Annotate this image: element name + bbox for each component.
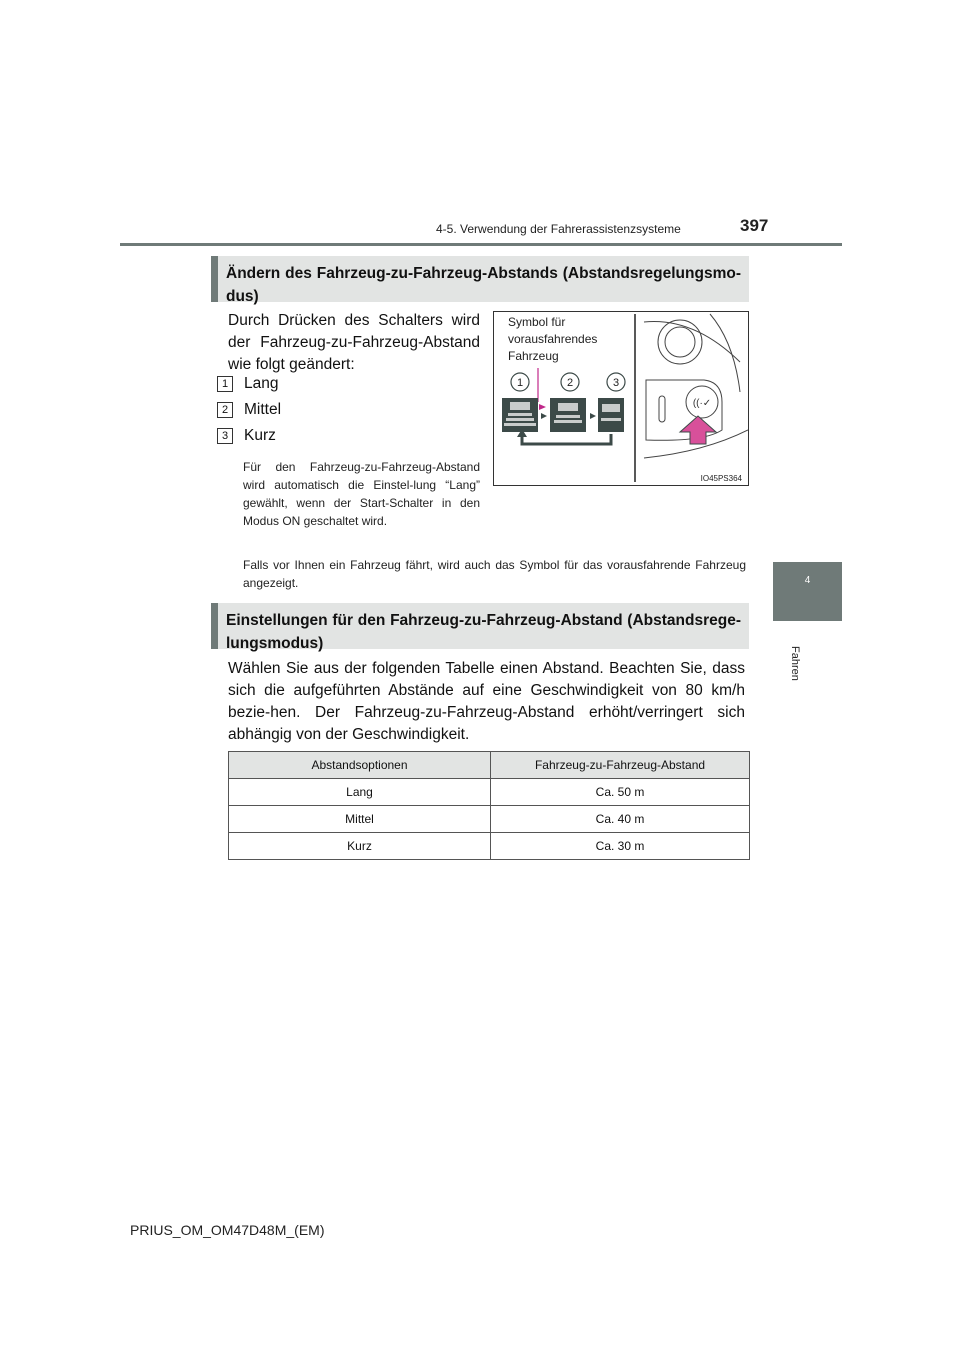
column-header: Fahrzeug-zu-Fahrzeug-Abstand (491, 752, 750, 779)
step-number-badge: 2 (217, 402, 233, 418)
list-item-label: Mittel (244, 401, 282, 418)
table-cell: Kurz (229, 833, 491, 860)
arrow-right-icon (541, 413, 547, 419)
table-cell: Ca. 30 m (491, 833, 750, 860)
note-preceding-vehicle: Falls vor Ihnen ein Fahrzeug fährt, wird auch das Symbol für das vorausfahrende Fahrzeug angezeigt. (243, 558, 746, 590)
distance-display-short-icon (598, 398, 624, 432)
step-number-badge: 1 (217, 376, 233, 392)
arrow-right-icon (590, 413, 596, 419)
chapter-name: Fahren (789, 646, 801, 681)
table-cell: Lang (229, 779, 491, 806)
distance-display-long-icon (502, 398, 538, 432)
list-item (217, 401, 281, 419)
callout-line1: Symbol für (508, 315, 566, 329)
step-label-1: 1 (516, 377, 524, 389)
cycle-return-arrow (522, 434, 611, 444)
callout-pointer-icon (539, 404, 546, 410)
table-cell: Ca. 50 m (491, 779, 750, 806)
step-label-3: 3 (612, 377, 620, 389)
section-heading-distance-change: Ändern des Fahrzeug-zu-Fahrzeug-Abstands (Abstandsregelungsmo-dus) (211, 256, 749, 302)
table-row (229, 806, 750, 833)
table-row (229, 833, 750, 860)
section-heading-distance-settings: Einstellungen für den Fahrzeug-zu-Fahrzeug-Abstand (Abstandsrege-lungsmodus) (211, 603, 749, 649)
table-row (229, 779, 750, 806)
chapter-number: 4 (804, 575, 811, 586)
figure-code: IO45PS364 (700, 474, 742, 483)
note-default-setting: Für den Fahrzeug-zu-Fahrzeug-Abstand wird automatisch die Einstel-lung “Lang” gewählt, wenn der Start-Schalter in den Modus ON geschaltet wird. (243, 460, 480, 528)
chapter-tab (773, 562, 842, 621)
document-id: PRIUS_OM_OM47D48M_(EM) (130, 1222, 325, 1238)
page-number: 397 (740, 216, 769, 235)
svg-text:((·✓: ((·✓ (692, 398, 712, 409)
list-item (217, 375, 278, 393)
table-cell: Ca. 40 m (491, 806, 750, 833)
section1-intro: Durch Drücken des Schalters wird der Fahrzeug-zu-Fahrzeug-Abstand wie folgt geändert: (228, 312, 480, 373)
distance-table (228, 751, 750, 860)
list-item (217, 427, 276, 445)
list-item-label: Kurz (244, 427, 276, 444)
callout-line2: vorausfahrendes (508, 332, 598, 346)
distance-switch-illustration (493, 311, 749, 486)
callout-line3: Fahrzeug (508, 349, 559, 363)
table-header-row (229, 752, 750, 779)
list-item-label: Lang (244, 375, 279, 392)
header-divider (120, 243, 842, 246)
section2-intro: Wählen Sie aus der folgenden Tabelle einen Abstand. Beachten Sie, dass sich die aufgeführten Abstände auf eine Geschwindigkeit von 80 km/h bezie-hen. Der Fahrzeug-zu-Fahrzeug-Abstand erhöht/verringert sich abhängig von der Geschwindigkeit. (228, 660, 745, 743)
step-number-badge: 3 (217, 428, 233, 444)
table-cell: Mittel (229, 806, 491, 833)
running-header: 4-5. Verwendung der Fahrerassistenzsysteme (436, 222, 681, 236)
step-label-2: 2 (566, 377, 574, 389)
column-header: Abstandsoptionen (229, 752, 491, 779)
illustration-svg (494, 312, 748, 485)
distance-display-middle-icon (550, 398, 586, 432)
